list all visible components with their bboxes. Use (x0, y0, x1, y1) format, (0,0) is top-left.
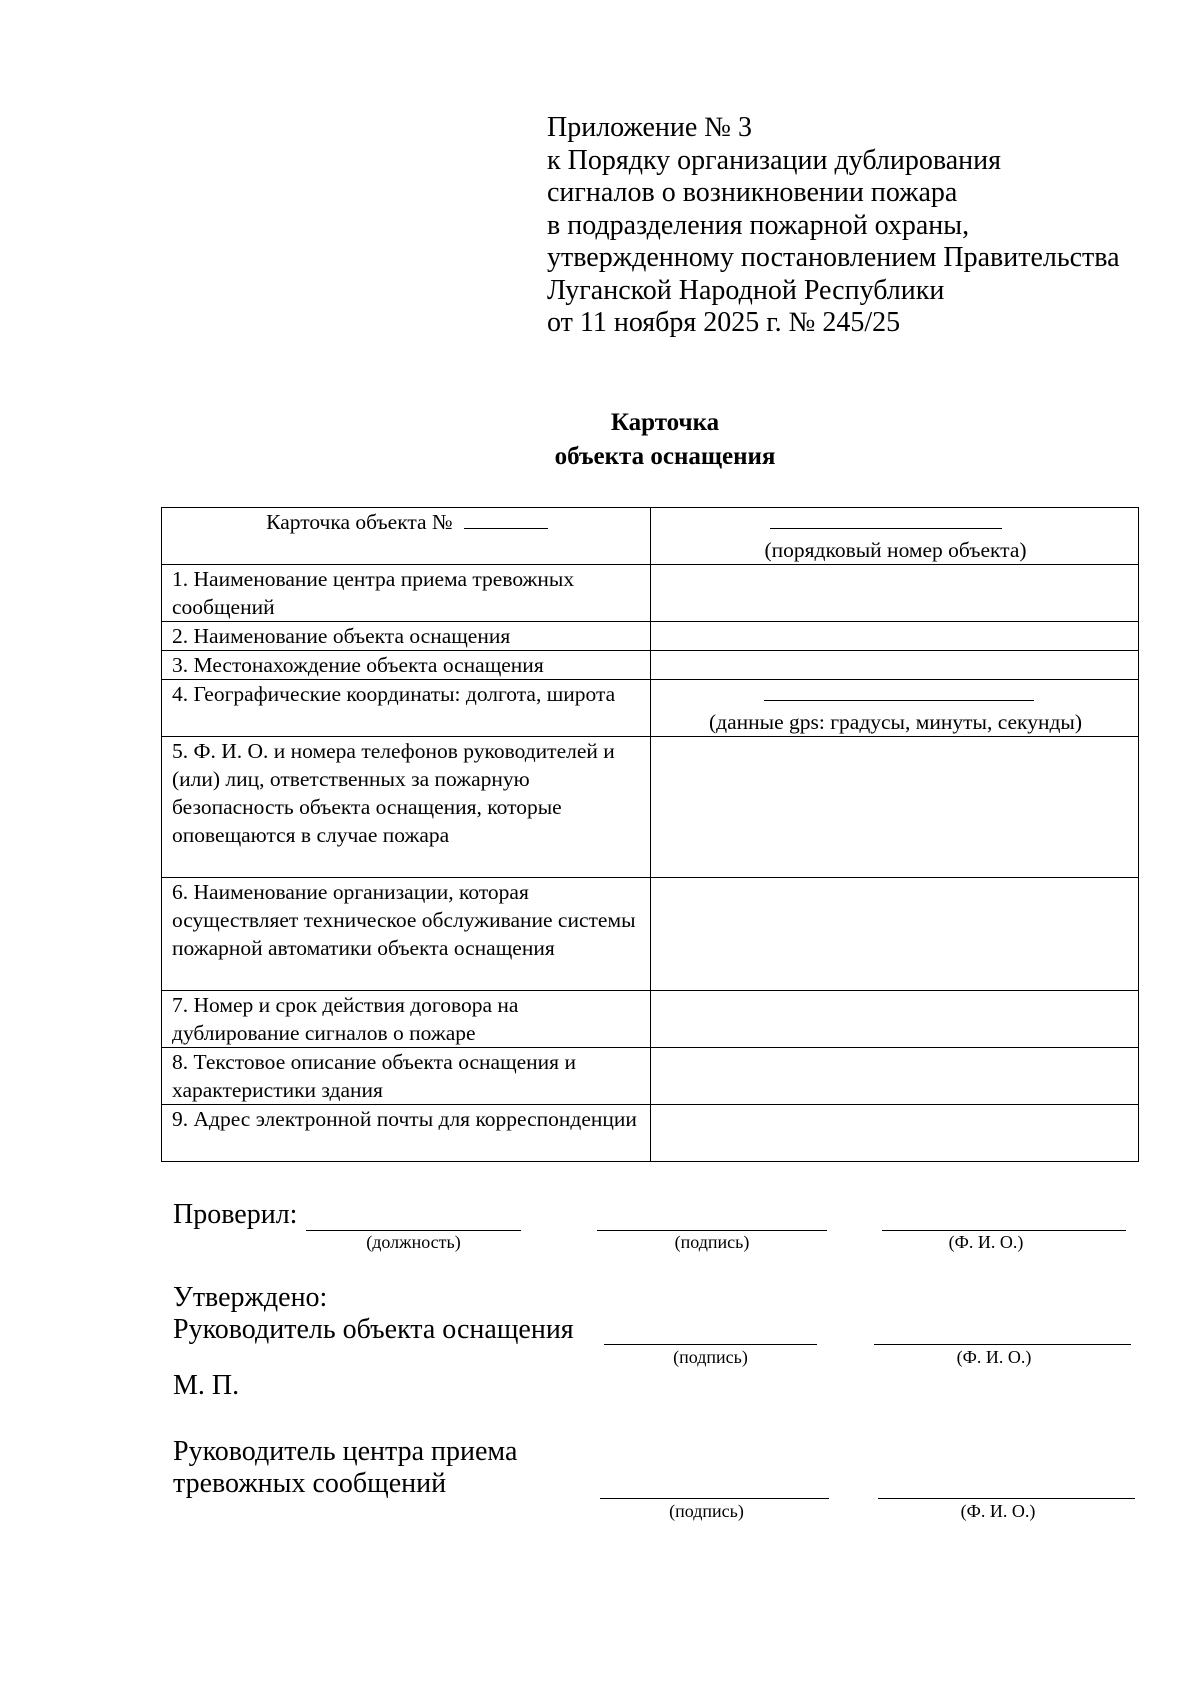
row-value (651, 565, 1139, 622)
row-label: 2. Наименование объекта оснащения (162, 622, 651, 651)
row-value (651, 651, 1139, 680)
appendix-header (547, 112, 1167, 340)
row-label: 8. Текстовое описание объекта оснащения и характеристики здания (162, 1048, 651, 1105)
position-caption: (должность) (366, 1232, 461, 1252)
document-title (0, 406, 1200, 474)
stamp-place: М. П. (173, 1370, 240, 1401)
center-head-role-line-2: тревожных сообщений (173, 1468, 447, 1499)
checked-label: Проверил: (173, 1199, 298, 1230)
table-row (162, 565, 1139, 622)
appendix-line: в подразделения пожарной охраны, (547, 209, 970, 241)
row-label: 6. Наименование организации, которая осуществляет техническое обслуживание системы пожарной автоматики объекта оснащения (162, 878, 651, 991)
table-row (162, 991, 1139, 1048)
appendix-line: от 11 ноября 2025 г. № 245/25 (547, 307, 901, 338)
table-header-row (162, 508, 1139, 565)
row-value (651, 1048, 1139, 1105)
row-label: 3. Местонахождение объекта оснащения (162, 651, 651, 680)
approved-role: Руководитель объекта оснащения (173, 1314, 574, 1345)
row-label: 7. Номер и срок действия договора на дублирование сигналов о пожаре (162, 991, 651, 1048)
table-row (162, 1105, 1139, 1162)
appendix-line: утвержденному постановлением Правительства (547, 242, 1120, 273)
full-name-caption: (Ф. И. О.) (956, 1347, 1032, 1367)
full-name-caption: (Ф. И. О.) (948, 1232, 1024, 1252)
table-row (162, 622, 1139, 651)
title-line-1: Карточка (610, 409, 720, 436)
full-name-line (874, 1344, 1131, 1345)
full-name-line (878, 1498, 1135, 1499)
row-label: 1. Наименование центра приема тревожных сообщений (162, 565, 651, 622)
appendix-line: Луганской Народной Республики (547, 274, 945, 306)
full-name-caption: (Ф. И. О.) (960, 1501, 1036, 1521)
appendix-line: сигналов о возникновении пожара (547, 177, 958, 208)
row-value (651, 622, 1139, 651)
center-head-role-line-1: Руководитель центра приема (173, 1436, 518, 1467)
appendix-line: к Порядку организации дублирования (547, 144, 1001, 176)
card-number-cell (162, 508, 651, 565)
row-label: 4. Географические координаты: долгота, широта (162, 680, 651, 737)
position-line (306, 1230, 521, 1231)
card-number-label: Карточка объекта № (266, 510, 453, 534)
approved-label: Утверждено: (173, 1282, 328, 1313)
table-row (162, 651, 1139, 680)
table-row (162, 878, 1139, 991)
table-row (162, 1048, 1139, 1105)
row-value (651, 737, 1139, 878)
signature-caption: (подпись) (669, 1501, 744, 1521)
serial-number-cell (651, 508, 1139, 565)
appendix-line: Приложение № 3 (547, 112, 752, 143)
coordinates-blank (764, 680, 1034, 701)
table-row (162, 737, 1139, 878)
coordinates-cell (651, 680, 1139, 737)
signature-line (600, 1498, 829, 1499)
coordinates-caption: (данные gps: градусы, минуты, секунды) (708, 710, 1083, 734)
row-label: 5. Ф. И. О. и номера телефонов руководителей и (или) лиц, ответственных за пожарную безопасность объекта оснащения, которые оповещаются в случае пожара (162, 737, 651, 878)
row-value (651, 991, 1139, 1048)
row-label: 9. Адрес электронной почты для корреспонденции (162, 1105, 651, 1162)
card-number-blank (464, 508, 548, 529)
signature-line (597, 1230, 827, 1231)
signature-line (604, 1344, 817, 1345)
signature-caption: (подпись) (673, 1347, 748, 1367)
row-value (651, 1105, 1139, 1162)
full-name-line (882, 1230, 1126, 1231)
object-card-table (161, 507, 1139, 1162)
serial-number-caption: (порядковый номер объекта) (764, 538, 1027, 562)
serial-number-blank (770, 508, 1002, 529)
row-value (651, 878, 1139, 991)
title-line-2: объекта оснащения (554, 443, 776, 470)
signature-caption: (подпись) (674, 1232, 750, 1252)
table-row (162, 680, 1139, 737)
